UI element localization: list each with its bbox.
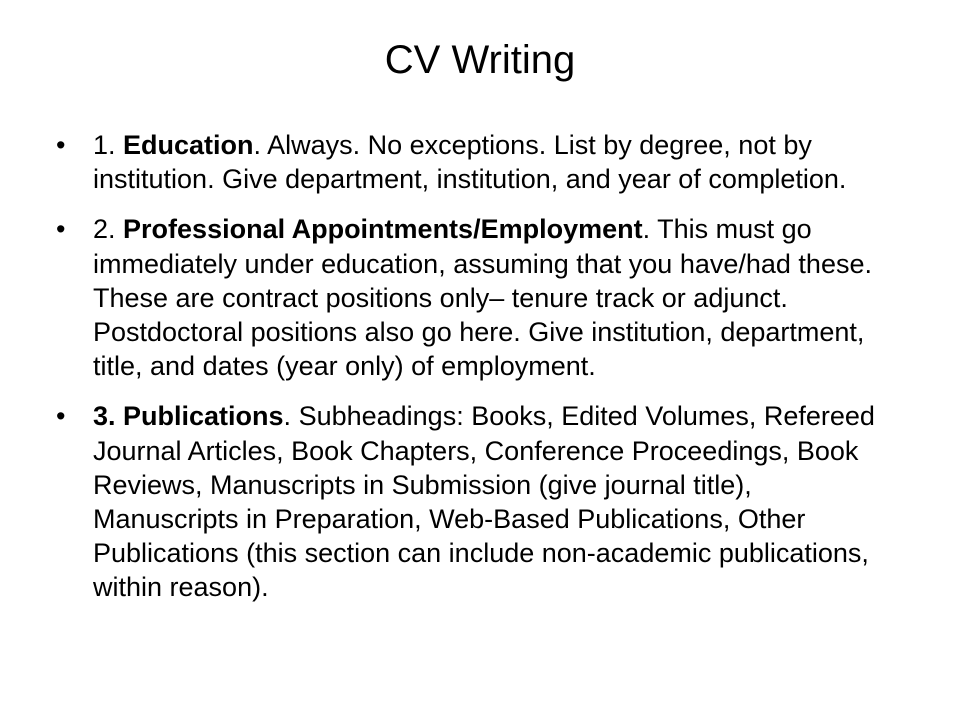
bullet-item-education bbox=[56, 128, 896, 196]
bullet-marker: • bbox=[56, 130, 66, 160]
bullet-list bbox=[56, 128, 896, 621]
bullet-heading: 3. Publications bbox=[93, 401, 284, 432]
bullet-heading: Education bbox=[123, 130, 254, 160]
bullet-heading: Professional Appointments/Employment bbox=[123, 214, 643, 245]
slide-title: CV Writing bbox=[384, 38, 576, 82]
bullet-item-publications bbox=[56, 399, 896, 604]
bullet-heading-punctuation: . bbox=[253, 130, 262, 160]
bullet-item-employment bbox=[56, 212, 896, 383]
bullet-heading-punctuation: . bbox=[642, 214, 651, 245]
bullet-marker: • bbox=[56, 401, 66, 432]
bullet-marker: • bbox=[56, 214, 66, 245]
bullet-text: Subheadings: Books, Edited Volumes, Refereed Journal Articles, Book Chapters, Conference Proceedings, Book Reviews, Manuscripts in Submission (give journal title), Manuscripts in Preparation, Web-Based Publications, Other Publications (this section can include non-academic publications, within reason). bbox=[93, 401, 875, 603]
bullet-text: This must go immediately under education, assuming that you have/had these. These are contract positions only– tenure track or adjunct. Postdoctoral positions also go here. Give institution, department, title, and dates (year only) of employment. bbox=[93, 214, 872, 382]
bullet-heading-punctuation: . bbox=[283, 401, 292, 432]
bullet-text: Always. No exceptions. List by degree, not by institution. Give department, institution, and year of completion. bbox=[93, 130, 847, 195]
bullet-number: 1. bbox=[93, 130, 124, 160]
bullet-number: 2. bbox=[93, 214, 124, 245]
